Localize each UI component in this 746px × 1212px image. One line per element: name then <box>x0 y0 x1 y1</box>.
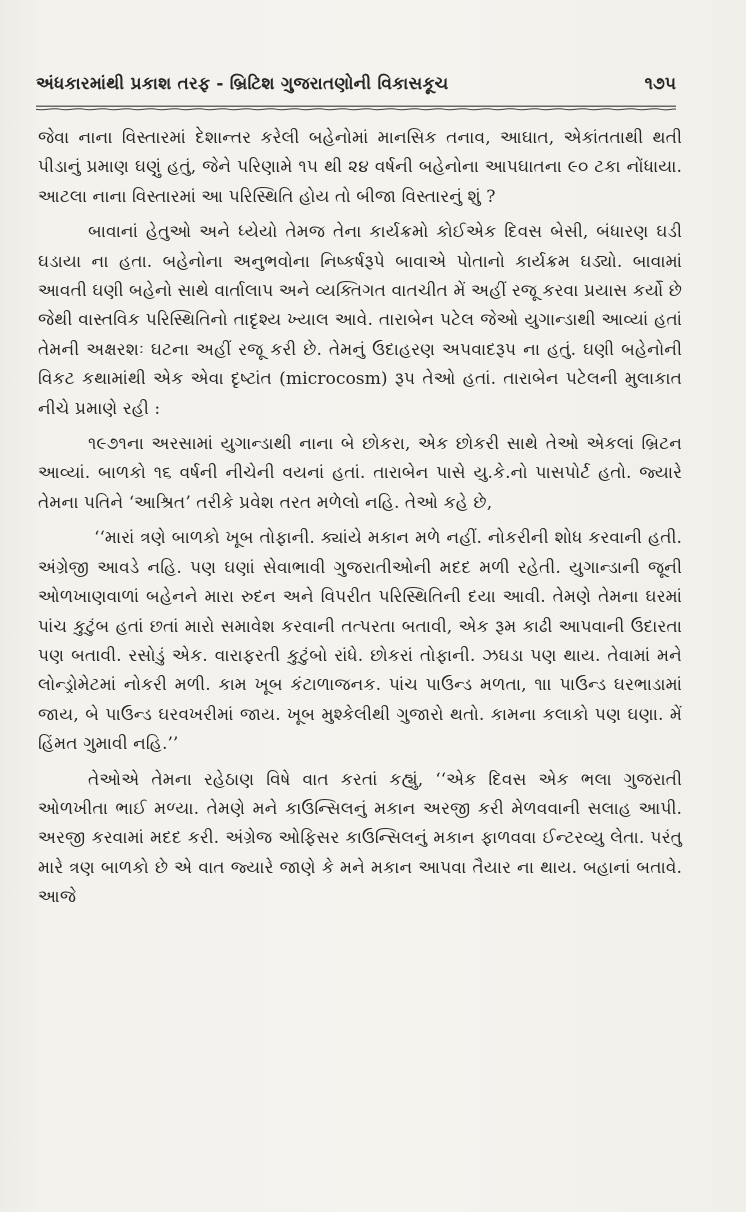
page-header <box>36 74 676 104</box>
paragraph-housing-story: તેઓએ તેમના રહેઠાણ વિષે વાત કરતાં કહ્યું, ‘‘એક દિવસ એક ભલા ગુજરાતી ઓળખીતા ભાઈ મળ્યા. તેમણે મને કાઉન્સિલનું મકાન અરજી કરી મેળવવાની સલાહ આપી. અરજી કરવામાં મદદ કરી. અંગ્રેજ ઓફિસર કાઉન્સિલનું મકાન ફાળવવા ઈન્ટરવ્યુ લેતા. પરંતુ મારે ત્રણ બાળકો છે એ વાત જ્યારે જાણે કે મને મકાન આપવા તૈયાર ના થાય. બહાનાં બતાવે. આજે <box>38 769 682 908</box>
paragraph-quote-tarabeN: ‘‘મારાં ત્રણે બાળકો ખૂબ તોફાની. ક્યાંયે મકાન મળે નહીં. નોકરીની શોધ કરવાની હતી. અંગ્રેજી આવડે નહિ. પણ ઘણાં સેવાભાવી ગુજરાતીઓની મદદ મળી રહેતી. યુગાન્ડાની જૂની ઓળખાણવાળાં બહેનને મારા રુદન અને વિપરીત પરિસ્થિતિની દયા આવી. તેમણે તેમના ઘરમાં પાંચ કુટુંબ હતાં છતાં મારો સમાવેશ કરવાની તત્પરતા બતાવી, એક રૂમ કાઢી આપવાની ઉદારતા પણ બતાવી. રસોડું એક. વારાફરતી કુટુંબો રાંધે. છોકરાં તોફાની. ઝઘડા પણ થાય. તેવામાં મને લોન્ડ્રોમેટમાં નોકરી મળી. કામ ખૂબ કંટાળાજનક. પાંચ પાઉન્ડ મળતા, ૧।। પાઉન્ડ ઘરભાડામાં જાય, બે પાઉન્ડ ઘરવખરીમાં જાય. ખૂબ મુશ્કેલીથી ગુજારો થતો. કામના કલાકો પણ ઘણા. મેં હિંમત ગુમાવી નહિ.’’ <box>38 528 682 755</box>
decorative-header-rule <box>36 104 676 112</box>
running-title: અંધકારમાંથી પ્રકાશ તરફ - બ્રિટિશ ગુજરાતણોની વિકાસકૂચ <box>36 74 449 94</box>
paragraph-continuation: જેવા નાના વિસ્તારમાં દેશાન્તર કરેલી બહેનોમાં માનસિક તનાવ, આઘાત, એકાંતતાથી થતી પીડાનું પ્રમાણ ઘણું હતું, જેને પરિણામે ૧૫ થી ૨૪ વર્ષની બહેનોના આપઘાતના ૯૦ ટકા નોંધાયા. આટલા નાના વિસ્તારમાં આ પરિસ્થિતિ હોય તો બીજા વિસ્તારનું શું ? <box>38 128 682 207</box>
page-number: ૧૭૫ <box>644 74 676 94</box>
page-body <box>38 124 682 919</box>
paragraph-arrival-1971: ૧૯૭૧ના અરસામાં યુગાન્ડાથી નાના બે છોકરા, એક છોકરી સાથે તેઓ એકલાં બ્રિટન આવ્યાં. બાળકો ૧૬ વર્ષની નીચેની વયનાં હતાં. તારાબેન પાસે યુ.કે.નો પાસપોર્ટ હતો. જ્યારે તેમના પતિને ‘આશ્રિત’ તરીકે પ્રવેશ તરત મળેલો નહિ. તેઓ કહે છે, <box>38 434 682 513</box>
paragraph-bawa-goals: બાવાનાં હેતુઓ અને ધ્યેયો તેમજ તેના કાર્યક્રમો કોઈએક દિવસ બેસી, બંધારણ ઘડી ઘડાયા ના હતા. બહેનોના અનુભવોના નિષ્કર્ષરૂપે બાવાએ પોતાનો કાર્યક્રમ ઘડ્યો. બાવામાં આવતી ઘણી બહેનો સાથે વાર્તાલાપ અને વ્યક્તિગત વાતચીત મેં અહીં રજૂ કરવા પ્રયાસ કર્યો છે જેથી વાસ્તવિક પરિસ્થિતિનો તાદૃશ્ય ખ્યાલ આવે. તારાબેન પટેલ જેઓ યુગાન્ડાથી આવ્યાં હતાં તેમની અક્ષરશઃ ઘટના અહીં રજૂ કરી છે. તેમનું ઉદાહરણ અપવાદરૂપ ના હતું. ઘણી બહેનોની વિકટ કથામાંથી એક એવા દૃષ્ટાંત (microcosm) રૂપ તેઓ હતાં. તારાબેન પટેલની મુલાકાત નીચે પ્રમાણે રહી : <box>38 222 682 419</box>
